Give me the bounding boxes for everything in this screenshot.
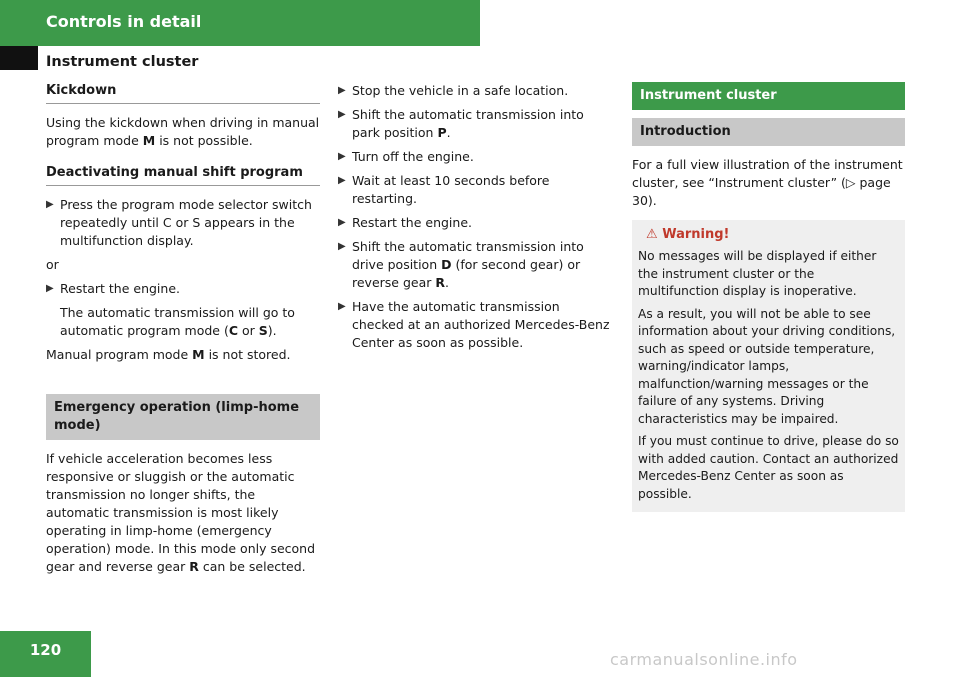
list-item: ▶ Shift the automatic transmission into drive position D (for second gear) or reverse gear R. <box>338 239 584 290</box>
arrow-right-icon: ▶ <box>338 151 346 162</box>
or-text: or <box>46 257 59 272</box>
list-item: ▶ Shift the automatic transmission into park position P. <box>338 107 584 140</box>
column-right <box>632 82 905 512</box>
list-item: ▶ Press the program mode selector switch repeatedly until C or S appears in the multifunction display. <box>46 197 312 248</box>
column-middle <box>338 82 614 358</box>
list-item: ▶ Have the automatic transmission checked at an authorized Mercedes-Benz Center as soon as possible. <box>338 299 610 350</box>
arrow-right-icon: ▶ <box>338 85 346 96</box>
emergency-text: If vehicle acceleration becomes less responsive or sluggish or the automatic transmission no longer shifts, the automatic transmission is most likely operating in limp-home (emergency operation) mode. In this mode only second gear and reverse gear R can be selected. <box>46 451 316 574</box>
deactivating-heading: Deactivating manual shift program <box>46 164 320 186</box>
list-item: ▶ Restart the engine. <box>46 281 180 296</box>
arrow-right-icon: ▶ <box>338 301 346 312</box>
kickdown-heading: Kickdown <box>46 82 320 104</box>
manual-mode-text: Manual program mode M is not stored. <box>46 347 291 362</box>
section-tab-marker <box>0 46 38 70</box>
warning-paragraph: If you must continue to drive, please do so with added caution. Contact an authorized Mercedes-Benz Center as soon as possible. <box>638 434 899 501</box>
watermark: carmanualsonline.info <box>610 650 798 669</box>
warning-paragraph: No messages will be displayed if either the instrument cluster or the multifunction display is inoperative. <box>638 249 877 298</box>
list-item: ▶ Restart the engine. <box>338 215 472 230</box>
emergency-heading: Emergency operation (limp-home mode) <box>46 394 320 440</box>
arrow-right-icon: ▶ <box>338 241 346 252</box>
result-text: The automatic transmission will go to automatic program mode (C or S). <box>60 305 295 338</box>
introduction-text: For a full view illustration of the instrument cluster, see “Instrument cluster” (▷ page 30). <box>632 157 903 208</box>
list-item: ▶ Stop the vehicle in a safe location. <box>338 83 569 98</box>
column-left <box>46 82 320 582</box>
list-item: ▶ Turn off the engine. <box>338 149 474 164</box>
section-title: Instrument cluster <box>46 54 199 70</box>
warning-triangle-icon: ⚠ <box>646 227 658 242</box>
page-number: 120 <box>29 641 62 659</box>
warning-paragraph: As a result, you will not be able to see information about your driving conditions, such as speed or outside temperature, warning/indicator lamps, malfunction/warning messages or the failure of any systems. Driving characteristics may be impaired. <box>638 306 896 426</box>
warning-box <box>632 220 905 512</box>
instrument-cluster-heading: Instrument cluster <box>632 82 905 110</box>
warning-title: ⚠ Warning! <box>646 227 730 242</box>
introduction-heading: Introduction <box>632 118 905 146</box>
arrow-right-icon: ▶ <box>46 199 54 210</box>
kickdown-text: Using the kickdown when driving in manual program mode M is not possible. <box>46 115 320 148</box>
arrow-right-icon: ▶ <box>338 217 346 228</box>
arrow-right-icon: ▶ <box>338 175 346 186</box>
chapter-title: Controls in detail <box>46 12 202 31</box>
arrow-right-icon: ▶ <box>46 283 54 294</box>
list-item: ▶ Wait at least 10 seconds before restarting. <box>338 173 550 206</box>
arrow-right-icon: ▶ <box>338 109 346 120</box>
